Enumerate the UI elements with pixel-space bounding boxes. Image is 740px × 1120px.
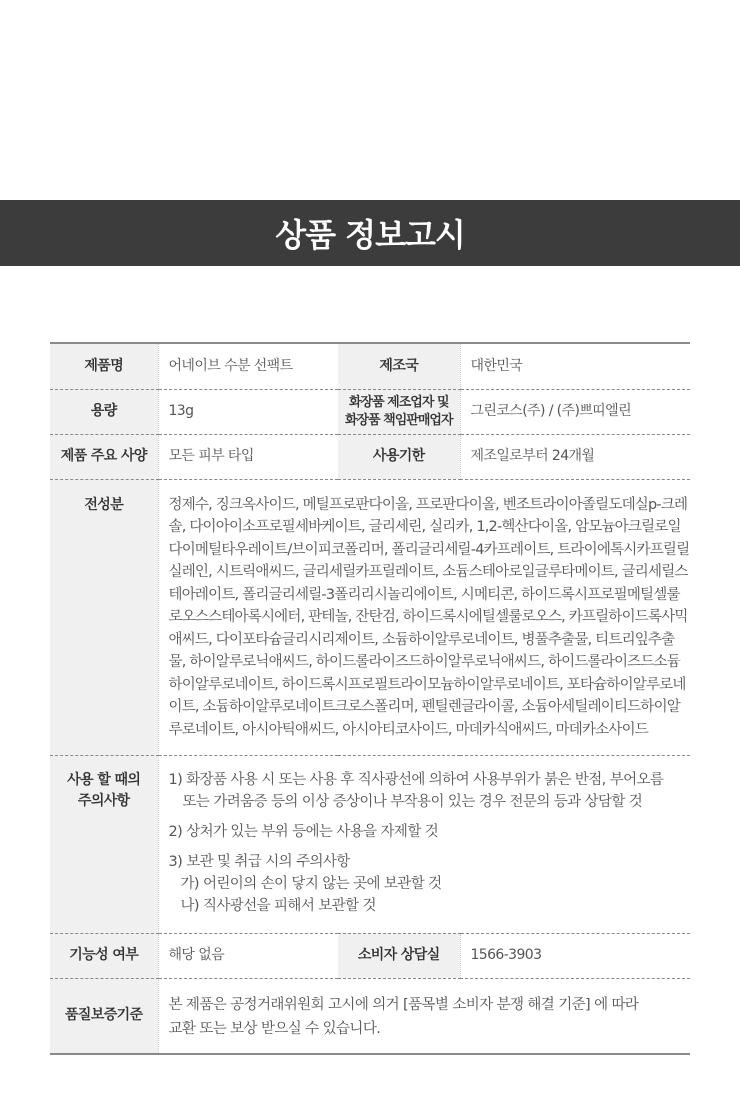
page-title: 상품 정보고시 (275, 216, 465, 254)
maker-value: 그린코스(주) / (주)쁘띠엘린 (460, 389, 690, 434)
table-row (50, 343, 690, 389)
caution-item-3-text: 3) 보관 및 취급 시의 주의사항 (168, 853, 350, 870)
table-row (50, 978, 690, 1054)
caution-item-3b: 나) 직사광선을 피해서 보관할 것 (180, 897, 376, 914)
caution-value (158, 755, 690, 933)
ingredients-label: 전성분 (50, 479, 158, 755)
product-info-table (50, 342, 690, 1055)
expiry-value: 제조일로부터 24개월 (460, 434, 690, 479)
table-row (50, 755, 690, 933)
cs-phone: 1566-3903 (460, 933, 690, 978)
spec-label: 제품 주요 사양 (50, 434, 158, 479)
country-label: 제조국 (338, 343, 460, 389)
ingredients-value: 정제수, 징크옥사이드, 메틸프로판다이올, 프로판다이올, 벤조트라이아졸릴도데실p-크레솔, 다이아이소프로필세바케이트, 글리세린, 실리카, 1,2-헥산다이올, 암모늄아크릴로일다이메틸타우레이트/브이피코폴리머, 폴리글리세릴-4카프레이트, 트라이에톡시카프릴릴실레인, 시트릭애씨드, 글리세릴카프릴레이트, 소듐스테아로일글루타메이트, 글리세릴스테아레이트, 폴리글리세릴-3폴리리시놀리에이트, 시메티콘, 하이드록시프로필메틸셀룰로오스스테아록시에터, 판테놀, 잔탄검, 하이드록시에틸셀룰로오스, 카프릴하이드록사믹애씨드, 다이포타슘글리시리제이트, 소듐하이알루로네이트, 병풀추출물, 티트리잎추출물, 하이알루로닉애씨드, 하이드롤라이즈드하이알루로닉애씨드, 하이드롤라이즈드소듐하이알루로네이트, 하이드록시프로필트라이모늄하이알루로네이트, 포타슘하이알루로네이트, 소듐하이알루로네이트크로스폴리머, 펜틸렌글라이콜, 소듐아세틸레이티드하이알루로네이트, 아시아틱애씨드, 아시아티코사이드, 마데카식애씨드, 마데카소사이드 (158, 479, 690, 755)
caution-label-line2: 주의사항 (77, 792, 130, 809)
caution-item-3 (169, 851, 683, 917)
expiry-label: 사용기한 (338, 434, 460, 479)
caution-item-1-continued: 또는 가려움증 등의 이상 증상이나 부작용이 있는 경우 전문의 등과 상담할 것 (182, 793, 643, 810)
caution-label-line1: 사용 할 때의 (67, 771, 141, 788)
country-value: 대한민국 (470, 358, 523, 374)
cs-label: 소비자 상담실 (338, 933, 460, 978)
caution-label (50, 755, 158, 933)
functional-value: 해당 없음 (158, 933, 338, 978)
caution-item-2: 2) 상처가 있는 부위 등에는 사용을 자제할 것 (168, 823, 439, 840)
table-row (50, 479, 690, 755)
spec-value: 모든 피부 타입 (158, 434, 338, 479)
quality-label: 품질보증기준 (50, 978, 158, 1054)
quality-line1: 본 제품은 공정거래위원회 고시에 의거 [품목별 소비자 분쟁 해결 기준] 에 따라 (168, 996, 639, 1013)
functional-label: 기능성 여부 (50, 933, 158, 978)
table-row (50, 933, 690, 978)
volume-value: 13g (158, 389, 338, 434)
product-name-label: 제품명 (50, 343, 158, 389)
caution-item-3a: 가) 어린이의 손이 닿지 않는 곳에 보관할 것 (180, 875, 442, 892)
caution-item-1 (169, 769, 683, 813)
caution-item-1-text: 1) 화장품 사용 시 또는 사용 후 직사광선에 의하여 사용부위가 붉은 반점, 부어오름 (168, 771, 664, 788)
table-row (50, 434, 690, 479)
title-banner (0, 200, 740, 266)
volume-label: 용량 (50, 389, 158, 434)
quality-value (158, 978, 690, 1054)
table-row (50, 389, 690, 434)
maker-label (338, 389, 460, 434)
maker-label-line2: 화장품 책임판매업자 (344, 412, 453, 428)
maker-label-line1: 화장품 제조업자 및 (348, 394, 449, 410)
product-name-value: 어네이브 수분 선팩트 (168, 358, 293, 374)
quality-line2: 교환 또는 보상 받으실 수 있습니다. (168, 1020, 381, 1037)
